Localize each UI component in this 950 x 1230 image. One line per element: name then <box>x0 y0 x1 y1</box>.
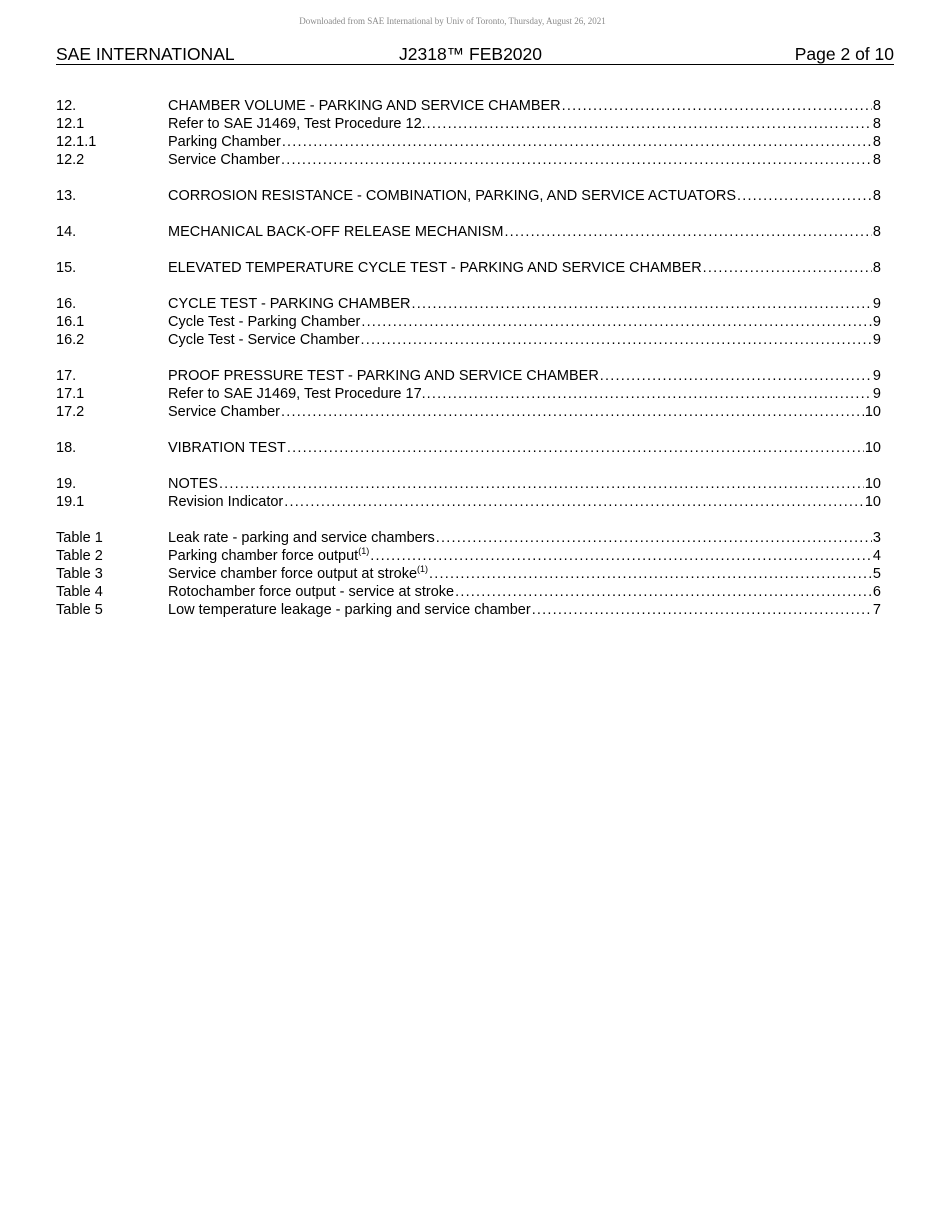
toc-entry-title-text: Service Chamber <box>168 404 281 420</box>
toc-entry-footnote-marker: (1) <box>358 546 370 556</box>
toc-entry-line <box>168 565 881 583</box>
toc-entry-number: 18. <box>56 440 77 456</box>
toc-entry-page-number: 3 <box>872 530 881 546</box>
toc-entry[interactable] <box>56 187 881 205</box>
toc-dot-leader <box>284 493 864 511</box>
toc-dot-leader <box>281 151 872 169</box>
toc-entry[interactable] <box>56 385 881 403</box>
toc-entry-title-text: Refer to SAE J1469, Test Procedure 12. <box>168 116 426 132</box>
toc-dot-leader <box>455 583 872 601</box>
toc-entry[interactable] <box>56 547 881 565</box>
toc-entry-title-text: NOTES <box>168 476 218 492</box>
toc-dot-leader <box>532 601 872 619</box>
toc-group <box>56 223 881 241</box>
toc-entry-title-text: PROOF PRESSURE TEST - PARKING AND SERVICE CHAMBER <box>168 368 599 384</box>
toc-entry[interactable] <box>56 295 881 313</box>
toc-entry-line <box>168 331 881 349</box>
toc-entry-page-number: 8 <box>872 152 881 168</box>
toc-entry[interactable] <box>56 565 881 583</box>
toc-entry-page-number: 9 <box>872 314 881 330</box>
toc-dot-leader <box>562 97 872 115</box>
toc-entry-title-text: ELEVATED TEMPERATURE CYCLE TEST - PARKING AND SERVICE CHAMBER <box>168 260 702 276</box>
toc-entry-title-text: MECHANICAL BACK-OFF RELEASE MECHANISM <box>168 224 504 240</box>
toc-entry-title-text: Leak rate - parking and service chambers <box>168 530 435 546</box>
toc-entry[interactable] <box>56 583 881 601</box>
toc-entry-title <box>168 385 426 403</box>
toc-entry-page-number: 9 <box>872 386 881 402</box>
toc-entry-title <box>168 475 218 493</box>
toc-entry[interactable] <box>56 439 881 457</box>
toc-entry[interactable] <box>56 403 881 421</box>
toc-entry-line <box>168 475 881 493</box>
toc-entry[interactable] <box>56 529 881 547</box>
toc-group <box>56 97 881 169</box>
toc-entry-number: Table 4 <box>56 584 103 600</box>
toc-entry-title <box>168 187 736 205</box>
toc-entry-title <box>168 601 531 619</box>
toc-entry-line <box>168 529 881 547</box>
toc-dot-leader <box>281 403 864 421</box>
toc-dot-leader <box>703 259 872 277</box>
toc-entry-line <box>168 133 881 151</box>
toc-entry-number: 12. <box>56 98 77 114</box>
toc-entry-line <box>168 493 881 511</box>
toc-entry-line <box>168 313 881 331</box>
toc-entry-page-number: 5 <box>872 566 881 582</box>
toc-entry-line <box>168 583 881 601</box>
toc-entry-number: 12.1.1 <box>56 134 97 150</box>
page-header <box>56 44 894 65</box>
toc-entry-page-number: 10 <box>864 476 881 492</box>
toc-entry-page-number: 4 <box>872 548 881 564</box>
toc-entry-number: 19. <box>56 476 77 492</box>
toc-entry-title <box>168 133 281 151</box>
toc-entry-title-text: CHAMBER VOLUME - PARKING AND SERVICE CHAMBER <box>168 98 561 114</box>
toc-entry[interactable] <box>56 367 881 385</box>
toc-group <box>56 295 881 349</box>
toc-entry-number: 16.1 <box>56 314 85 330</box>
toc-entry-title <box>168 565 428 583</box>
toc-entry-number: 16.2 <box>56 332 85 348</box>
toc-entry-number: 17.1 <box>56 386 85 402</box>
toc-entry[interactable] <box>56 97 881 115</box>
toc-entry-page-number: 8 <box>872 98 881 114</box>
toc-entry[interactable] <box>56 151 881 169</box>
toc-entry[interactable] <box>56 493 881 511</box>
toc-dot-leader <box>427 115 872 133</box>
toc-group <box>56 187 881 205</box>
toc-entry-page-number: 10 <box>864 404 881 420</box>
toc-entry-page-number: 9 <box>872 368 881 384</box>
toc-entry-number: 15. <box>56 260 77 276</box>
toc-entry[interactable] <box>56 601 881 619</box>
toc-entry-page-number: 8 <box>872 260 881 276</box>
toc-group <box>56 529 881 619</box>
toc-entry-number: 12.2 <box>56 152 85 168</box>
toc-entry-page-number: 8 <box>872 224 881 240</box>
toc-entry-title <box>168 331 360 349</box>
table-of-contents <box>56 97 881 637</box>
toc-entry[interactable] <box>56 331 881 349</box>
toc-group <box>56 475 881 511</box>
toc-group <box>56 439 881 457</box>
toc-entry-number: Table 5 <box>56 602 103 618</box>
toc-dot-leader <box>429 565 872 583</box>
toc-entry-title <box>168 547 369 565</box>
toc-entry-page-number: 7 <box>872 602 881 618</box>
toc-dot-leader <box>287 439 864 457</box>
toc-dot-leader <box>219 475 864 493</box>
toc-entry-line <box>168 367 881 385</box>
toc-entry[interactable] <box>56 313 881 331</box>
toc-entry-line <box>168 295 881 313</box>
toc-entry-title <box>168 151 280 169</box>
toc-entry-page-number: 8 <box>872 116 881 132</box>
toc-entry-number: 12.1 <box>56 116 85 132</box>
toc-entry-title <box>168 529 435 547</box>
toc-entry-line <box>168 223 881 241</box>
toc-entry-title-text: Parking chamber force output <box>168 548 359 564</box>
toc-entry-footnote-marker: (1) <box>417 564 429 574</box>
toc-entry-title-text: CORROSION RESISTANCE - COMBINATION, PARKING, AND SERVICE ACTUATORS <box>168 188 736 204</box>
toc-entry-title <box>168 223 503 241</box>
toc-dot-leader <box>737 187 872 205</box>
toc-entry-page-number: 10 <box>864 440 881 456</box>
toc-entry-title-text: Cycle Test - Service Chamber <box>168 332 360 348</box>
toc-entry-line <box>168 115 881 133</box>
download-watermark: Downloaded from SAE International by Univ of Toronto, Thursday, August 26, 2021 <box>299 16 606 26</box>
toc-entry-number: Table 2 <box>56 548 103 564</box>
toc-entry-title <box>168 313 360 331</box>
toc-entry-title-text: CYCLE TEST - PARKING CHAMBER <box>168 296 411 312</box>
toc-entry-title <box>168 295 411 313</box>
toc-entry-title-text: Refer to SAE J1469, Test Procedure 17. <box>168 386 426 402</box>
toc-entry-title <box>168 115 426 133</box>
toc-dot-leader <box>427 385 872 403</box>
toc-entry-page-number: 8 <box>872 134 881 150</box>
toc-entry-title-text: Low temperature leakage - parking and service chamber <box>168 602 531 618</box>
toc-dot-leader <box>504 223 871 241</box>
toc-entry-title-text: Parking Chamber <box>168 134 281 150</box>
toc-entry-title <box>168 583 454 601</box>
toc-entry[interactable] <box>56 475 881 493</box>
toc-entry-number: 19.1 <box>56 494 85 510</box>
toc-entry-title <box>168 97 561 115</box>
toc-entry-number: 16. <box>56 296 77 312</box>
toc-entry-number: Table 3 <box>56 566 103 582</box>
toc-entry-line <box>168 403 881 421</box>
toc-entry-line <box>168 439 881 457</box>
toc-entry-title-text: Service chamber force output at stroke <box>168 566 418 582</box>
toc-entry-number: 17. <box>56 368 77 384</box>
toc-entry-number: Table 1 <box>56 530 103 546</box>
toc-entry-title-text: Revision Indicator <box>168 494 284 510</box>
toc-entry[interactable] <box>56 223 881 241</box>
toc-entry-line <box>168 151 881 169</box>
toc-entry[interactable] <box>56 133 881 151</box>
toc-entry-page-number: 10 <box>864 494 881 510</box>
toc-dot-leader <box>361 313 872 331</box>
toc-entry-title-text: Rotochamber force output - service at stroke <box>168 584 455 600</box>
toc-entry-line <box>168 259 881 277</box>
toc-entry[interactable] <box>56 115 881 133</box>
toc-entry-page-number: 9 <box>872 296 881 312</box>
toc-entry-title <box>168 403 280 421</box>
toc-entry-line <box>168 97 881 115</box>
toc-dot-leader <box>370 547 872 565</box>
toc-entry-number: 17.2 <box>56 404 85 420</box>
toc-entry-title-text: Service Chamber <box>168 152 281 168</box>
toc-dot-leader <box>600 367 872 385</box>
toc-entry-title <box>168 439 286 457</box>
toc-entry-number: 13. <box>56 188 77 204</box>
header-page-number: Page 2 of 10 <box>794 44 894 64</box>
toc-dot-leader <box>361 331 872 349</box>
toc-entry-title <box>168 259 702 277</box>
header-document-id: J2318™ FEB2020 <box>399 44 543 64</box>
toc-entry-number: 14. <box>56 224 77 240</box>
toc-entry-title <box>168 493 283 511</box>
toc-entry-title-text: Cycle Test - Parking Chamber <box>168 314 361 330</box>
toc-entry-line <box>168 547 881 565</box>
toc-dot-leader <box>412 295 872 313</box>
toc-entry[interactable] <box>56 259 881 277</box>
toc-entry-title <box>168 367 599 385</box>
toc-entry-page-number: 6 <box>872 584 881 600</box>
toc-entry-title-text: VIBRATION TEST <box>168 440 286 456</box>
toc-entry-page-number: 8 <box>872 188 881 204</box>
toc-entry-page-number: 9 <box>872 332 881 348</box>
toc-dot-leader <box>282 133 872 151</box>
toc-entry-line <box>168 601 881 619</box>
toc-group <box>56 367 881 421</box>
header-organization: SAE INTERNATIONAL <box>56 44 235 64</box>
toc-group <box>56 259 881 277</box>
toc-entry-line <box>168 385 881 403</box>
toc-dot-leader <box>436 529 872 547</box>
toc-entry-line <box>168 187 881 205</box>
